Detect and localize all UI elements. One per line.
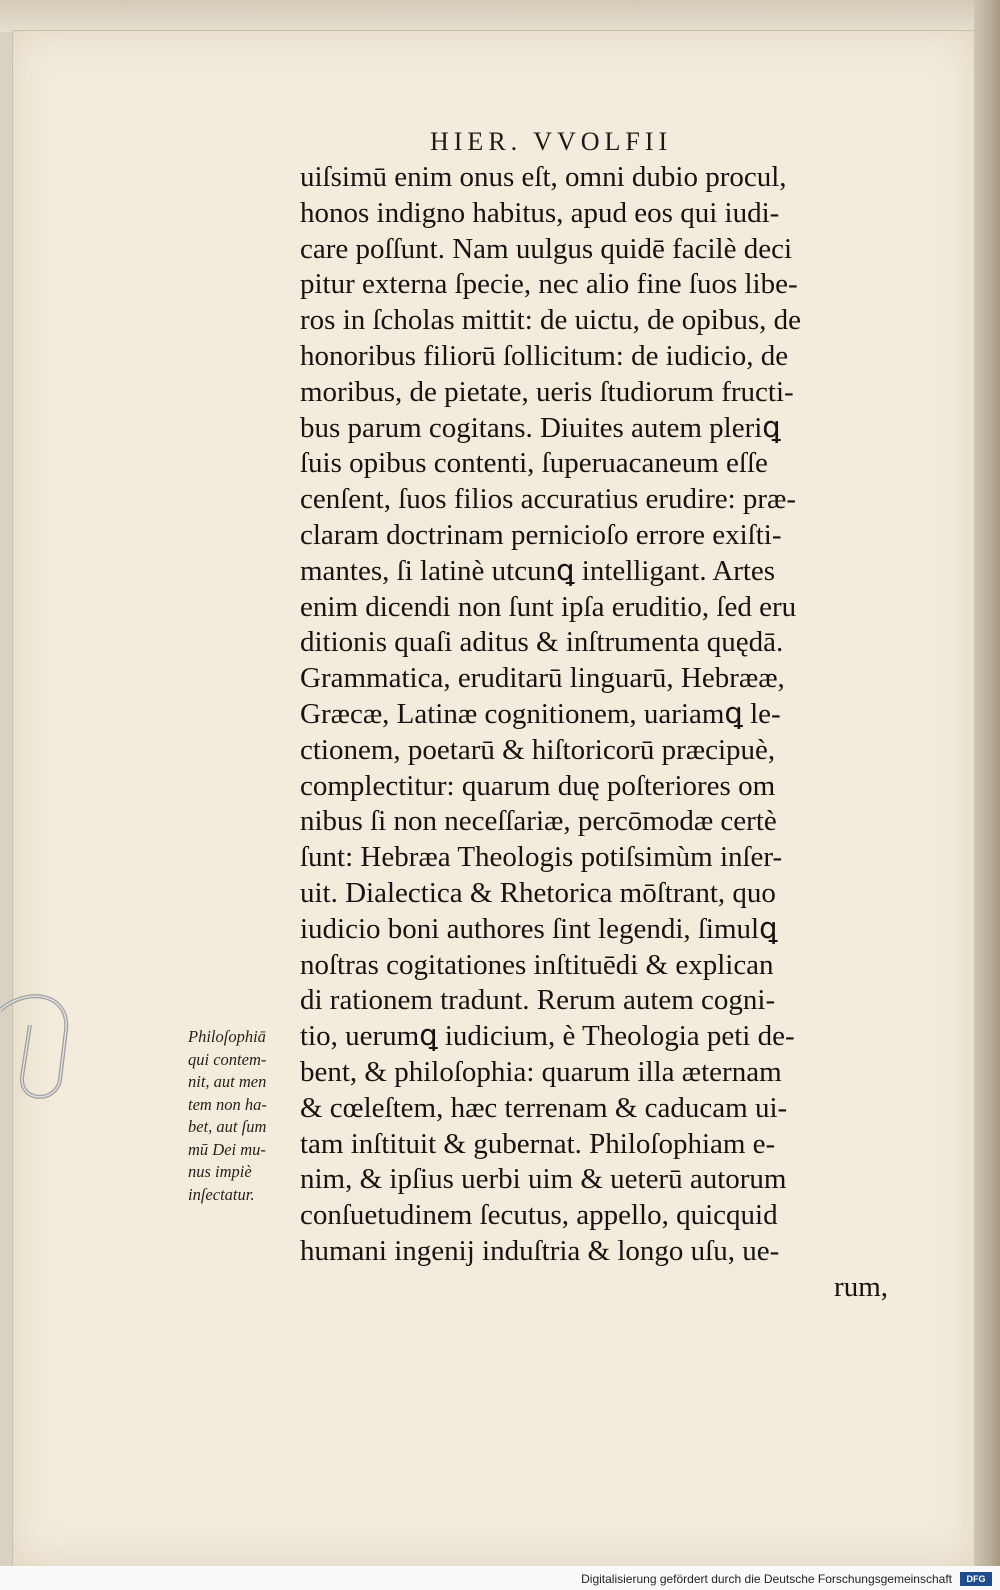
book-fore-edge [974, 0, 1000, 1590]
text-line: mantes, ſi latinè utcunꝗ intelligant. Artes [300, 554, 776, 587]
text-line: Græcæ, Latinæ cognitionem, uariamꝗ le- [300, 697, 781, 730]
text-line: ros in ſcholas mittit: de uictu, de opibus, de [300, 304, 801, 337]
text-line: humani ingenij induſtria & longo uſu, ue- [300, 1234, 780, 1267]
text-line: pitur externa ſpecie, nec alio fine ſuos libe- [300, 268, 798, 301]
text-line: & cœleſtem, hæc terrenam & caducam ui- [300, 1091, 788, 1124]
text-line: iudicio boni authores ſint legendi, ſimulꝗ [300, 912, 778, 945]
text-line: honos indigno habitus, apud eos qui iudi- [300, 196, 780, 229]
funding-credit: Digitalisierung gefördert durch die Deutsche Forschungsgemeinschaft [581, 1572, 952, 1586]
text-line: Grammatica, eruditarū linguarū, Hebrææ, [300, 662, 785, 695]
text-line: enim dicendi non ſunt ipſa eruditio, ſed eru [300, 590, 797, 623]
text-line: conſuetudinem ſecutus, appello, quicquid [300, 1199, 778, 1232]
marginal-note-line: nit, aut men [188, 1072, 267, 1091]
marginal-note-line: bet, aut ſum [188, 1117, 267, 1136]
text-line: uiſsimū enim onus eſt, omni dubio procul, [300, 161, 787, 193]
text-line: tio, uerumꝗ iudicium, è Theologia peti de- [300, 1020, 795, 1053]
text-line: honoribus filiorū ſollicitum: de iudicio, de [300, 339, 789, 372]
paper-clip-icon [0, 985, 80, 1105]
book-top-edge [0, 0, 1000, 32]
text-line: noſtras cogitationes inſtituēdi & explican [300, 948, 774, 981]
text-line: nim, & ipſius uerbi uim & ueterū autorum [300, 1163, 787, 1196]
marginal-note [188, 1026, 306, 1206]
text-line: care poſſunt. Nam uulgus quidē facilè deci [300, 232, 793, 265]
running-title: HIER. VVOLFII [430, 127, 673, 156]
text-line: cenſent, ſuos filios accuratius erudire: præ- [300, 483, 797, 516]
text-line: moribus, de pietate, ueris ſtudiorum fructi- [300, 375, 794, 408]
marginal-note-line: nus impiè [188, 1162, 252, 1181]
text-line: ditionis quaſi aditus & inſtrumenta quędā. [300, 626, 784, 659]
text-line: di rationem tradunt. Rerum autem cogni- [300, 984, 776, 1017]
text-line: rum, [834, 1270, 888, 1303]
text-line: bent, & philoſophia: quarum illa æternam [300, 1055, 782, 1088]
main-text-block [300, 160, 900, 1306]
text-line: tam inſtituit & gubernat. Philoſophiam e- [300, 1127, 776, 1160]
text-line: nibus ſi non neceſſariæ, percōmodæ certè [300, 805, 777, 838]
marginal-note-line: tem non ha- [188, 1094, 267, 1114]
marginal-note-line: Philoſophiā [188, 1027, 266, 1046]
text-line: claram doctrinam pernicioſo errore exiſti- [300, 518, 782, 551]
text-line: uit. Dialectica & Rhetorica mōſtrant, quo [300, 876, 776, 909]
text-line: ſunt: Hebræa Theologis potiſsimùm inſer- [300, 841, 783, 874]
marginal-note-line: qui contem- [188, 1049, 267, 1069]
text-line: ctionem, poetarū & hiſtoricorū præcipuè, [300, 733, 776, 766]
text-line: ſuis opibus contenti, ſuperuacaneum eſſe [300, 447, 768, 480]
text-line: complectitur: quarum duę poſteriores om [300, 769, 776, 802]
footer-bar [0, 1566, 1000, 1590]
marginal-note-line: inſectatur. [188, 1184, 255, 1204]
text-line: bus parum cogitans. Diuites autem pleriꝗ [300, 411, 781, 444]
dfg-logo: DFG [960, 1572, 992, 1586]
marginal-note-line: mū Dei mu- [188, 1139, 266, 1159]
